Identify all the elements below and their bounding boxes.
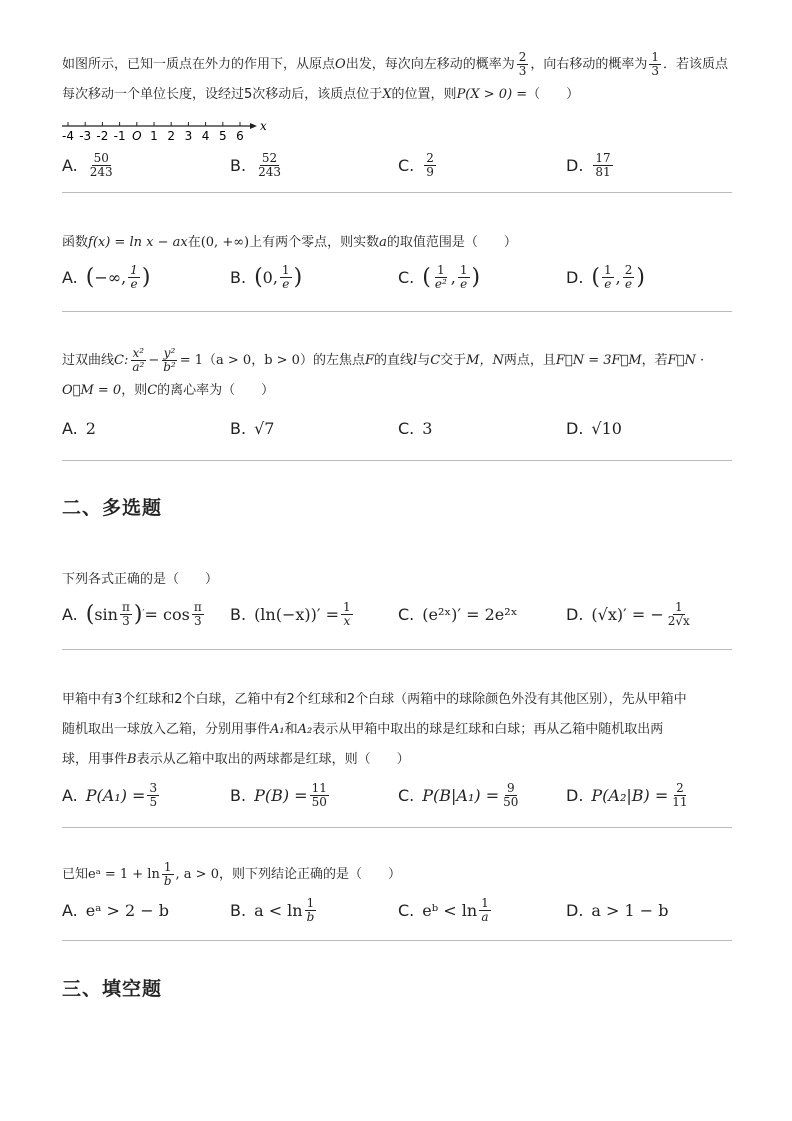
question-6-options (62, 890, 734, 930)
option-a[interactable]: A. ( −∞, $\frac{1}{e}$ ) (62, 262, 151, 291)
question-4-stem: 下列各式正确的是（ ） (62, 572, 219, 587)
divider (62, 192, 732, 193)
option-c[interactable]: C. (e²ˣ)′ = 2e²ˣ (398, 604, 518, 624)
option-d[interactable]: D. $\frac{17}{81}$ (566, 150, 611, 179)
question-1-options (62, 145, 734, 185)
number-line-label: 4 (201, 129, 210, 143)
question-4 (62, 565, 734, 595)
option-d[interactable]: D. ( $\frac{1}{e}$ , $\frac{2}{e}$ ) (566, 262, 645, 291)
option-b[interactable]: B. $\frac{52}{243}$ (230, 150, 281, 179)
question-2 (62, 228, 734, 258)
question-6-stem: 已知eᵃ = 1 + ln $\frac{1}{b}$ , a > 0，则下列结论正确的是（ ） (62, 860, 401, 888)
question-5-stem: 甲箱中有3个红球和2个白球，乙箱中有2个红球和2个白球（两箱中的球除颜色外没有其他区别），先从甲箱中 随机取出一球放入乙箱，分别用事件A₁和A₂表示从甲箱中取出的球是红球和白球；再从乙箱中随机取出两 球，用事件B表示从乙箱中取出的两球都是红球，则（ ） (62, 692, 687, 767)
question-5-options (62, 775, 734, 815)
question-5 (62, 685, 734, 775)
question-1-stem: 如图所示，已知一质点在外力的作用下，从原点O出发，每次向左移动的概率为 $\frac{2}{3}$ ，向右移动的概率为 $\frac{1}{3}$ ．若该质点每次移动一个单位长度，设经过5次移动后，该质点位于X的位置，则P(X > 0) =（ ） (62, 50, 729, 102)
number-line-label: 6 (236, 129, 244, 143)
option-a[interactable]: A. 2 (62, 418, 96, 438)
option-a[interactable]: A. $\frac{50}{243}$ (62, 150, 113, 179)
option-c[interactable]: C. ( $\frac{1}{\text{e²}}$ , $\frac{1}{e}$ ) (398, 262, 481, 291)
option-a[interactable]: A. P(A₁) = $\frac{3}{5}$ (62, 780, 158, 809)
number-line-axis-label: x (260, 119, 267, 133)
divider (62, 460, 732, 461)
option-b[interactable]: B. ( 0, $\frac{1}{e}$ ) (230, 262, 303, 291)
number-line-label: -2 (96, 129, 109, 143)
section-heading-fill-in: 三、填空题 (62, 978, 163, 1000)
section-heading-multiple-choice: 二、多选题 (62, 497, 163, 519)
option-c[interactable]: C. eᵇ < ln $\frac{1}{a}$ (398, 895, 489, 924)
option-b[interactable]: B. (ln(−x))′ = $\frac{1}{x}$ (230, 599, 351, 628)
number-line-label: O (132, 129, 142, 143)
option-d[interactable]: D. a > 1 − b (566, 900, 669, 920)
number-line-label: -1 (113, 129, 126, 143)
option-d[interactable]: D. (√x)′ = − $\frac{1}{2√x}$ (566, 599, 690, 628)
number-line-label: 3 (184, 129, 193, 143)
question-2-options (62, 257, 734, 297)
divider (62, 311, 732, 312)
divider (62, 827, 732, 828)
option-b[interactable]: B. √7 (230, 418, 275, 438)
number-line-label: 2 (167, 129, 176, 143)
fraction: $\frac{2}{3}$ (518, 50, 527, 78)
option-d[interactable]: D. √10 (566, 418, 622, 438)
question-6 (62, 860, 734, 890)
option-b[interactable]: B. P(B) = $\frac{11}{50}$ (230, 780, 327, 809)
number-line (62, 118, 272, 148)
option-c[interactable]: C. P(B|A₁) = $\frac{9}{50}$ (398, 780, 519, 809)
question-3 (62, 346, 734, 406)
option-d[interactable]: D. P(A₂|B) = $\frac{2}{11}$ (566, 780, 688, 809)
divider (62, 649, 732, 650)
question-4-options (62, 594, 734, 634)
number-line-label: -3 (79, 129, 92, 143)
number-line-label: 1 (150, 129, 158, 143)
number-line-label: 5 (218, 129, 227, 143)
option-a[interactable]: A. ( sin $\frac{\pi}{3}$ ) ′ = cos $\frac{\pi}{3}$ (62, 599, 202, 628)
option-a[interactable]: A. eᵃ > 2 − b (62, 900, 169, 920)
option-c[interactable]: C. 3 (398, 418, 433, 438)
question-1 (62, 50, 734, 110)
number-line-label: -4 (62, 129, 74, 143)
question-2-stem: 函数f(x) = ln x − ax在(0, +∞)上有两个零点，则实数a的取值范围是（ ） (62, 235, 517, 250)
option-c[interactable]: C. $\frac{2}{9}$ (398, 150, 434, 179)
question-3-options (62, 408, 734, 448)
question-3-stem: 过双曲线C: $\frac{\text{x²}}{\text{a²}}$ − $\frac{\text{y²}}{\text{b²}}$ = 1（a > 0，b > 0）的左焦点F的直线l与C交于M，N两点，且F⃗N = 3F⃗M，若F⃗N · O⃗M = 0，则C的离心率为（ ） (62, 346, 705, 398)
divider (62, 940, 732, 941)
fraction: $\frac{1}{3}$ (651, 50, 659, 78)
option-b[interactable]: B. a < ln $\frac{1}{b}$ (230, 895, 315, 924)
